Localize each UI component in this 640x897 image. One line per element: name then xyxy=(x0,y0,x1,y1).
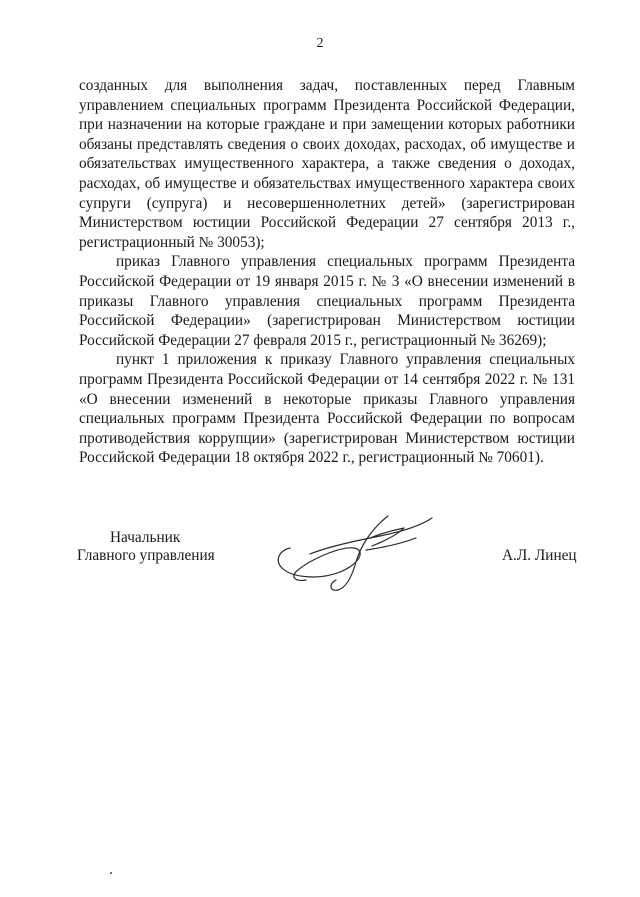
scan-speck xyxy=(110,872,112,874)
paragraph-order-2022: пункт 1 приложения к приказу Главного управления специальных программ Президента Российской Федерации от 14 сентября 2022 г. № 131 «О внесении изменений в некоторые приказы Главного управления специальных программ Президента Российской Федерации по вопросам противодействия коррупции» (зарегистрирован Министерством юстиции Российской Федерации 18 октября 2022 г., регистрационный № 70601). xyxy=(79,351,575,467)
paragraph-order-2015: приказ Главного управления специальных программ Президента Российской Федерации от 19 января 2015 г. № 3 «О внесении изменений в приказы Главного управления специальных программ Президента Российской Федерации» (зарегистрирован Министерством юстиции Российской Федерации 27 февраля 2015 г., регистрационный № 36269); xyxy=(79,253,575,349)
paragraph-continuation: созданных для выполнения задач, поставленных перед Главным управлением специальных программ Президента Российской Федерации, при назначении на которые граждане и при замещении которых работники обязаны представлять сведения о своих доходах, расходах, об имуществе и обязательствах имущественного характера, а также сведения о доходах, расходах, об имуществе и обязательствах имущественного характера своих супруги (супруга) и несовершеннолетних детей» (зарегистрирован Министерством юстиции Российской Федерации 27 сентября 2013 г., регистрационный № 30053); xyxy=(79,77,575,251)
handwritten-signature xyxy=(270,510,440,595)
signer-title-line-1: Начальник xyxy=(110,529,181,546)
signer-name: А.Л. Линец xyxy=(502,547,577,564)
page-number: 2 xyxy=(316,36,324,51)
signer-title-line-2: Главного управления xyxy=(77,547,215,564)
